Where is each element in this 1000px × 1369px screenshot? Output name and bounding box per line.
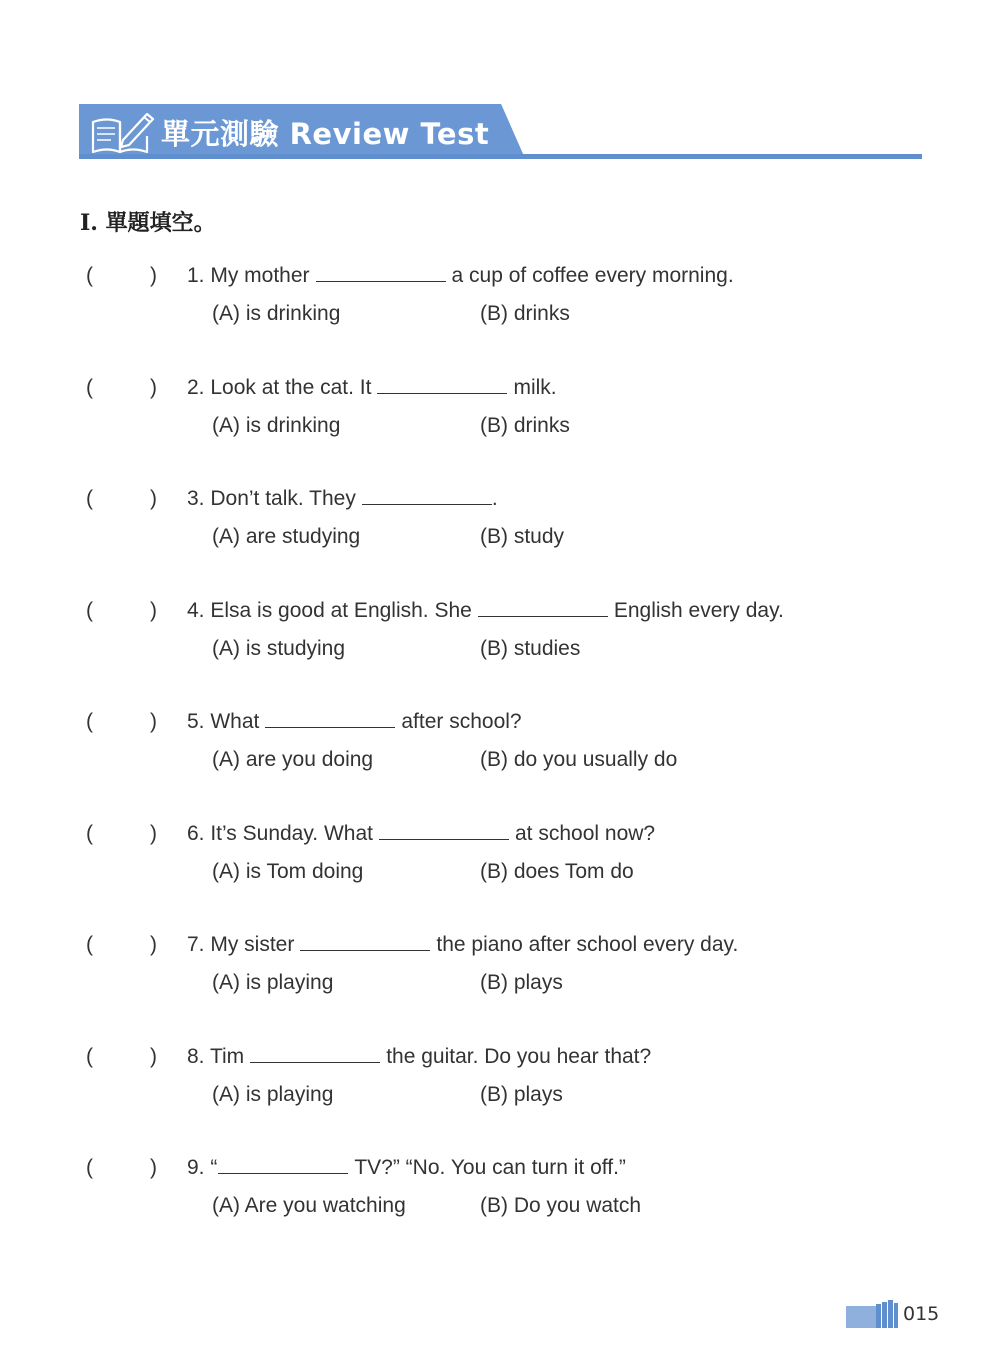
fill-in-blank[interactable]: [362, 486, 492, 505]
answer-slot[interactable]: [100, 1044, 146, 1070]
answer-paren-open: (: [86, 710, 93, 733]
question-text: [187, 261, 734, 291]
answer-slot[interactable]: [100, 598, 146, 624]
section-heading: I. 單題填空。: [80, 210, 216, 236]
answer-slot[interactable]: [100, 932, 146, 958]
page-number: 015: [903, 1303, 940, 1325]
question-stem-after: at school now?: [515, 822, 656, 845]
option-a: (A) is playing: [212, 1083, 334, 1106]
option-b: (B) study: [480, 525, 565, 548]
fill-in-blank[interactable]: [218, 1155, 348, 1174]
answer-paren-close: ): [150, 710, 157, 733]
option-b: (B) drinks: [480, 414, 570, 437]
answer-slot[interactable]: [100, 375, 146, 401]
question-stem-after: after school?: [401, 710, 522, 733]
question-text: [187, 484, 498, 514]
question-text: [187, 930, 738, 960]
answer-paren-open: (: [86, 1156, 93, 1179]
question-stem-after: TV?” “No. You can turn it off.”: [354, 1156, 626, 1179]
option-b: (B) plays: [480, 1083, 563, 1106]
option-a: (A) are studying: [212, 525, 361, 548]
question-stem-after: milk.: [513, 376, 557, 399]
question-item: [0, 484, 1000, 564]
page-title: 單元測驗 Review Test: [161, 117, 490, 151]
question-item: [0, 707, 1000, 787]
question-stem-after: a cup of coffee every morning.: [451, 264, 734, 287]
question-stem-before: 9. “: [187, 1156, 218, 1179]
answer-paren-open: (: [86, 264, 93, 287]
fill-in-blank[interactable]: [478, 598, 608, 617]
option-b: (B) studies: [480, 637, 581, 660]
question-text: [187, 819, 655, 849]
fill-in-blank[interactable]: [250, 1044, 380, 1063]
answer-paren-close: ): [150, 487, 157, 510]
question-stem-before: 4. Elsa is good at English. She: [187, 599, 472, 622]
question-stem-after: the guitar. Do you hear that?: [386, 1045, 652, 1068]
answer-slot[interactable]: [100, 263, 146, 289]
question-stem-before: 2. Look at the cat. It: [187, 376, 372, 399]
question-text: [187, 1153, 626, 1183]
answer-paren-open: (: [86, 933, 93, 956]
answer-slot[interactable]: [100, 1155, 146, 1181]
section-banner: [79, 104, 922, 162]
question-text: [187, 596, 784, 626]
fill-in-blank[interactable]: [379, 821, 509, 840]
answer-paren-close: ): [150, 376, 157, 399]
option-b: (B) does Tom do: [480, 860, 634, 883]
notebook-pencil-icon: [89, 110, 155, 156]
option-b: (B) Do you watch: [480, 1194, 642, 1217]
option-a: (A) is drinking: [212, 302, 341, 325]
answer-paren-close: ): [150, 599, 157, 622]
question-stem-before: 1. My mother: [187, 264, 310, 287]
option-b: (B) plays: [480, 971, 563, 994]
answer-paren-close: ): [150, 933, 157, 956]
answer-paren-open: (: [86, 487, 93, 510]
fill-in-blank[interactable]: [316, 263, 446, 282]
option-b: (B) drinks: [480, 302, 570, 325]
answer-paren-close: ): [150, 1156, 157, 1179]
question-stem-before: 7. My sister: [187, 933, 295, 956]
question-stem-before: 6. It’s Sunday. What: [187, 822, 373, 845]
answer-paren-open: (: [86, 599, 93, 622]
question-item: [0, 819, 1000, 899]
question-item: [0, 596, 1000, 676]
option-a: (A) is playing: [212, 971, 334, 994]
option-a: (A) is studying: [212, 637, 346, 660]
question-stem-before: 3. Don’t talk. They: [187, 487, 356, 510]
answer-paren-open: (: [86, 822, 93, 845]
fill-in-blank[interactable]: [377, 375, 507, 394]
option-a: (A) Are you watching: [212, 1194, 406, 1217]
books-icon: [846, 1300, 900, 1328]
answer-paren-open: (: [86, 376, 93, 399]
question-text: [187, 1042, 651, 1072]
option-a: (A) are you doing: [212, 748, 374, 771]
question-item: [0, 1153, 1000, 1233]
question-stem-before: 8. Tim: [187, 1045, 245, 1068]
answer-paren-close: ): [150, 1045, 157, 1068]
question-item: [0, 930, 1000, 1010]
answer-paren-close: ): [150, 264, 157, 287]
question-text: [187, 373, 557, 403]
page-footer: [846, 1300, 946, 1330]
option-b: (B) do you usually do: [480, 748, 678, 771]
question-item: [0, 261, 1000, 341]
answer-slot[interactable]: [100, 486, 146, 512]
option-a: (A) is drinking: [212, 414, 341, 437]
question-item: [0, 373, 1000, 453]
option-a: (A) is Tom doing: [212, 860, 364, 883]
question-item: [0, 1042, 1000, 1122]
answer-slot[interactable]: [100, 709, 146, 735]
question-stem-before: 5. What: [187, 710, 260, 733]
answer-paren-open: (: [86, 1045, 93, 1068]
answer-paren-close: ): [150, 822, 157, 845]
question-stem-after: English every day.: [613, 599, 784, 622]
answer-slot[interactable]: [100, 821, 146, 847]
question-stem-after: .: [491, 487, 498, 510]
question-stem-after: the piano after school every day.: [436, 933, 739, 956]
question-text: [187, 707, 522, 737]
fill-in-blank[interactable]: [300, 932, 430, 951]
fill-in-blank[interactable]: [265, 709, 395, 728]
